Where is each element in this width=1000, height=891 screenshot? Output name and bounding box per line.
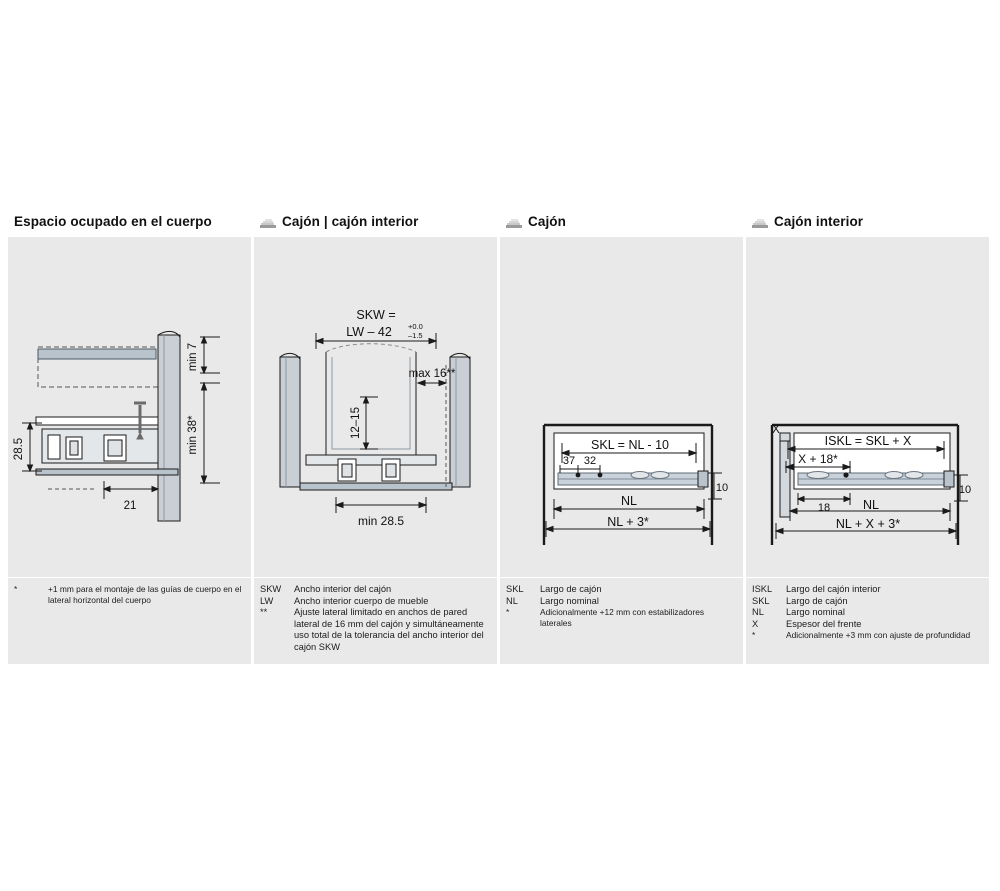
panel-drawing xyxy=(500,237,743,577)
label-10: 10 xyxy=(958,484,972,496)
drawer-icon xyxy=(752,215,768,228)
legend-row xyxy=(752,607,981,619)
panel-drawing xyxy=(746,237,989,577)
panel-legend xyxy=(254,577,497,664)
legend-value: Largo de cajón xyxy=(540,584,602,594)
legend-value: +1 mm para el montaje de las guías de cuerpo en el lateral horizontal del cuerpo xyxy=(48,584,242,605)
panel-header xyxy=(254,205,497,237)
label-skl: SKL = NL - 10 xyxy=(591,438,669,452)
panel-legend xyxy=(746,577,989,651)
label-nl: NL xyxy=(621,494,637,508)
legend-row xyxy=(14,584,243,605)
label-iskl: ISKL = SKL + X xyxy=(824,434,912,448)
legend-value: Largo de cajón xyxy=(786,595,848,606)
drawer-icon xyxy=(506,215,522,228)
legend-value: Largo nominal xyxy=(786,607,845,618)
legend-key: SKW xyxy=(260,584,282,594)
panel-cajon-cajon-interior xyxy=(254,205,497,664)
label-x18: X + 18* xyxy=(798,452,838,466)
legend-row xyxy=(752,584,981,596)
label-min7: min 7 xyxy=(187,342,199,372)
legend-key: SKL xyxy=(752,595,770,606)
label-lw: LW – 42 xyxy=(346,325,392,339)
legend-key: NL xyxy=(752,607,764,618)
label-min285: min 28.5 xyxy=(357,514,405,528)
panel-espacio-cuerpo xyxy=(8,205,251,664)
panel-row xyxy=(8,205,992,664)
legend-row xyxy=(260,584,489,596)
label-tol-dn: –1.5 xyxy=(408,331,423,340)
legend-value: Ajuste lateral limitado en anchos de pared lateral de 16 mm del cajón y simultáneamente uso total de la tolerancia del ancho interior del cajón SKW xyxy=(294,607,484,652)
label-12-15: 12–15 xyxy=(350,407,362,439)
panel-drawing xyxy=(254,237,497,577)
legend-value: Adicionalmente +3 mm con ajuste de profundidad xyxy=(786,630,971,641)
legend-key: * xyxy=(506,607,510,618)
label-nl3: NL + 3* xyxy=(607,515,649,529)
legend-key: SKL xyxy=(506,584,524,594)
panel-drawing xyxy=(8,237,251,577)
legend-value: Adicionalmente +12 mm con estabilizadores laterales xyxy=(540,607,705,628)
legend-row xyxy=(752,619,981,631)
legend-key: ** xyxy=(260,607,268,618)
panel-cajon xyxy=(500,205,743,664)
legend-key: LW xyxy=(260,595,274,606)
label-21: 21 xyxy=(123,500,137,512)
legend-value: Ancho interior del cajón xyxy=(294,584,392,594)
legend-key: * xyxy=(752,630,756,641)
legend-value: Ancho interior cuerpo de mueble xyxy=(294,595,429,606)
legend-key: * xyxy=(14,584,18,594)
label-32: 32 xyxy=(583,455,597,467)
legend-key: X xyxy=(752,618,759,629)
label-18: 18 xyxy=(817,502,831,514)
panel-header xyxy=(746,205,989,237)
legend-row xyxy=(752,630,981,641)
legend-row xyxy=(506,596,735,608)
label-tol-up: +0.0 xyxy=(408,322,423,331)
drawer-icon xyxy=(260,215,276,228)
label-nl: NL xyxy=(863,498,879,512)
panel-title: Cajón | cajón interior xyxy=(282,213,419,229)
legend-value: Largo del cajón interior xyxy=(786,584,881,594)
label-max16: max 16** xyxy=(408,368,456,380)
label-37: 37 xyxy=(562,455,576,467)
legend-row xyxy=(506,607,735,628)
panel-title: Espacio ocupado en el cuerpo xyxy=(14,213,212,229)
legend-value: Largo nominal xyxy=(540,595,599,606)
legend-row xyxy=(506,584,735,596)
legend-row xyxy=(260,607,489,653)
panel-legend xyxy=(500,577,743,638)
legend-value: Espesor del frente xyxy=(786,618,862,629)
panel-header xyxy=(8,205,251,237)
panel-title: Cajón xyxy=(528,213,567,229)
legend-key: NL xyxy=(506,595,518,606)
label-285: 28.5 xyxy=(13,437,25,461)
label-nlx3: NL + X + 3* xyxy=(835,517,901,531)
panel-cajon-interior xyxy=(746,205,989,664)
panel-title: Cajón interior xyxy=(774,213,864,229)
label-10: 10 xyxy=(715,482,729,494)
label-skw: SKW = xyxy=(356,308,396,322)
panel-header xyxy=(500,205,743,237)
legend-row xyxy=(260,596,489,608)
legend-key: ISKL xyxy=(752,584,773,594)
label-x: X xyxy=(772,424,780,436)
panel-legend xyxy=(8,577,251,615)
legend-row xyxy=(752,596,981,608)
label-min38: min 38* xyxy=(187,415,199,455)
